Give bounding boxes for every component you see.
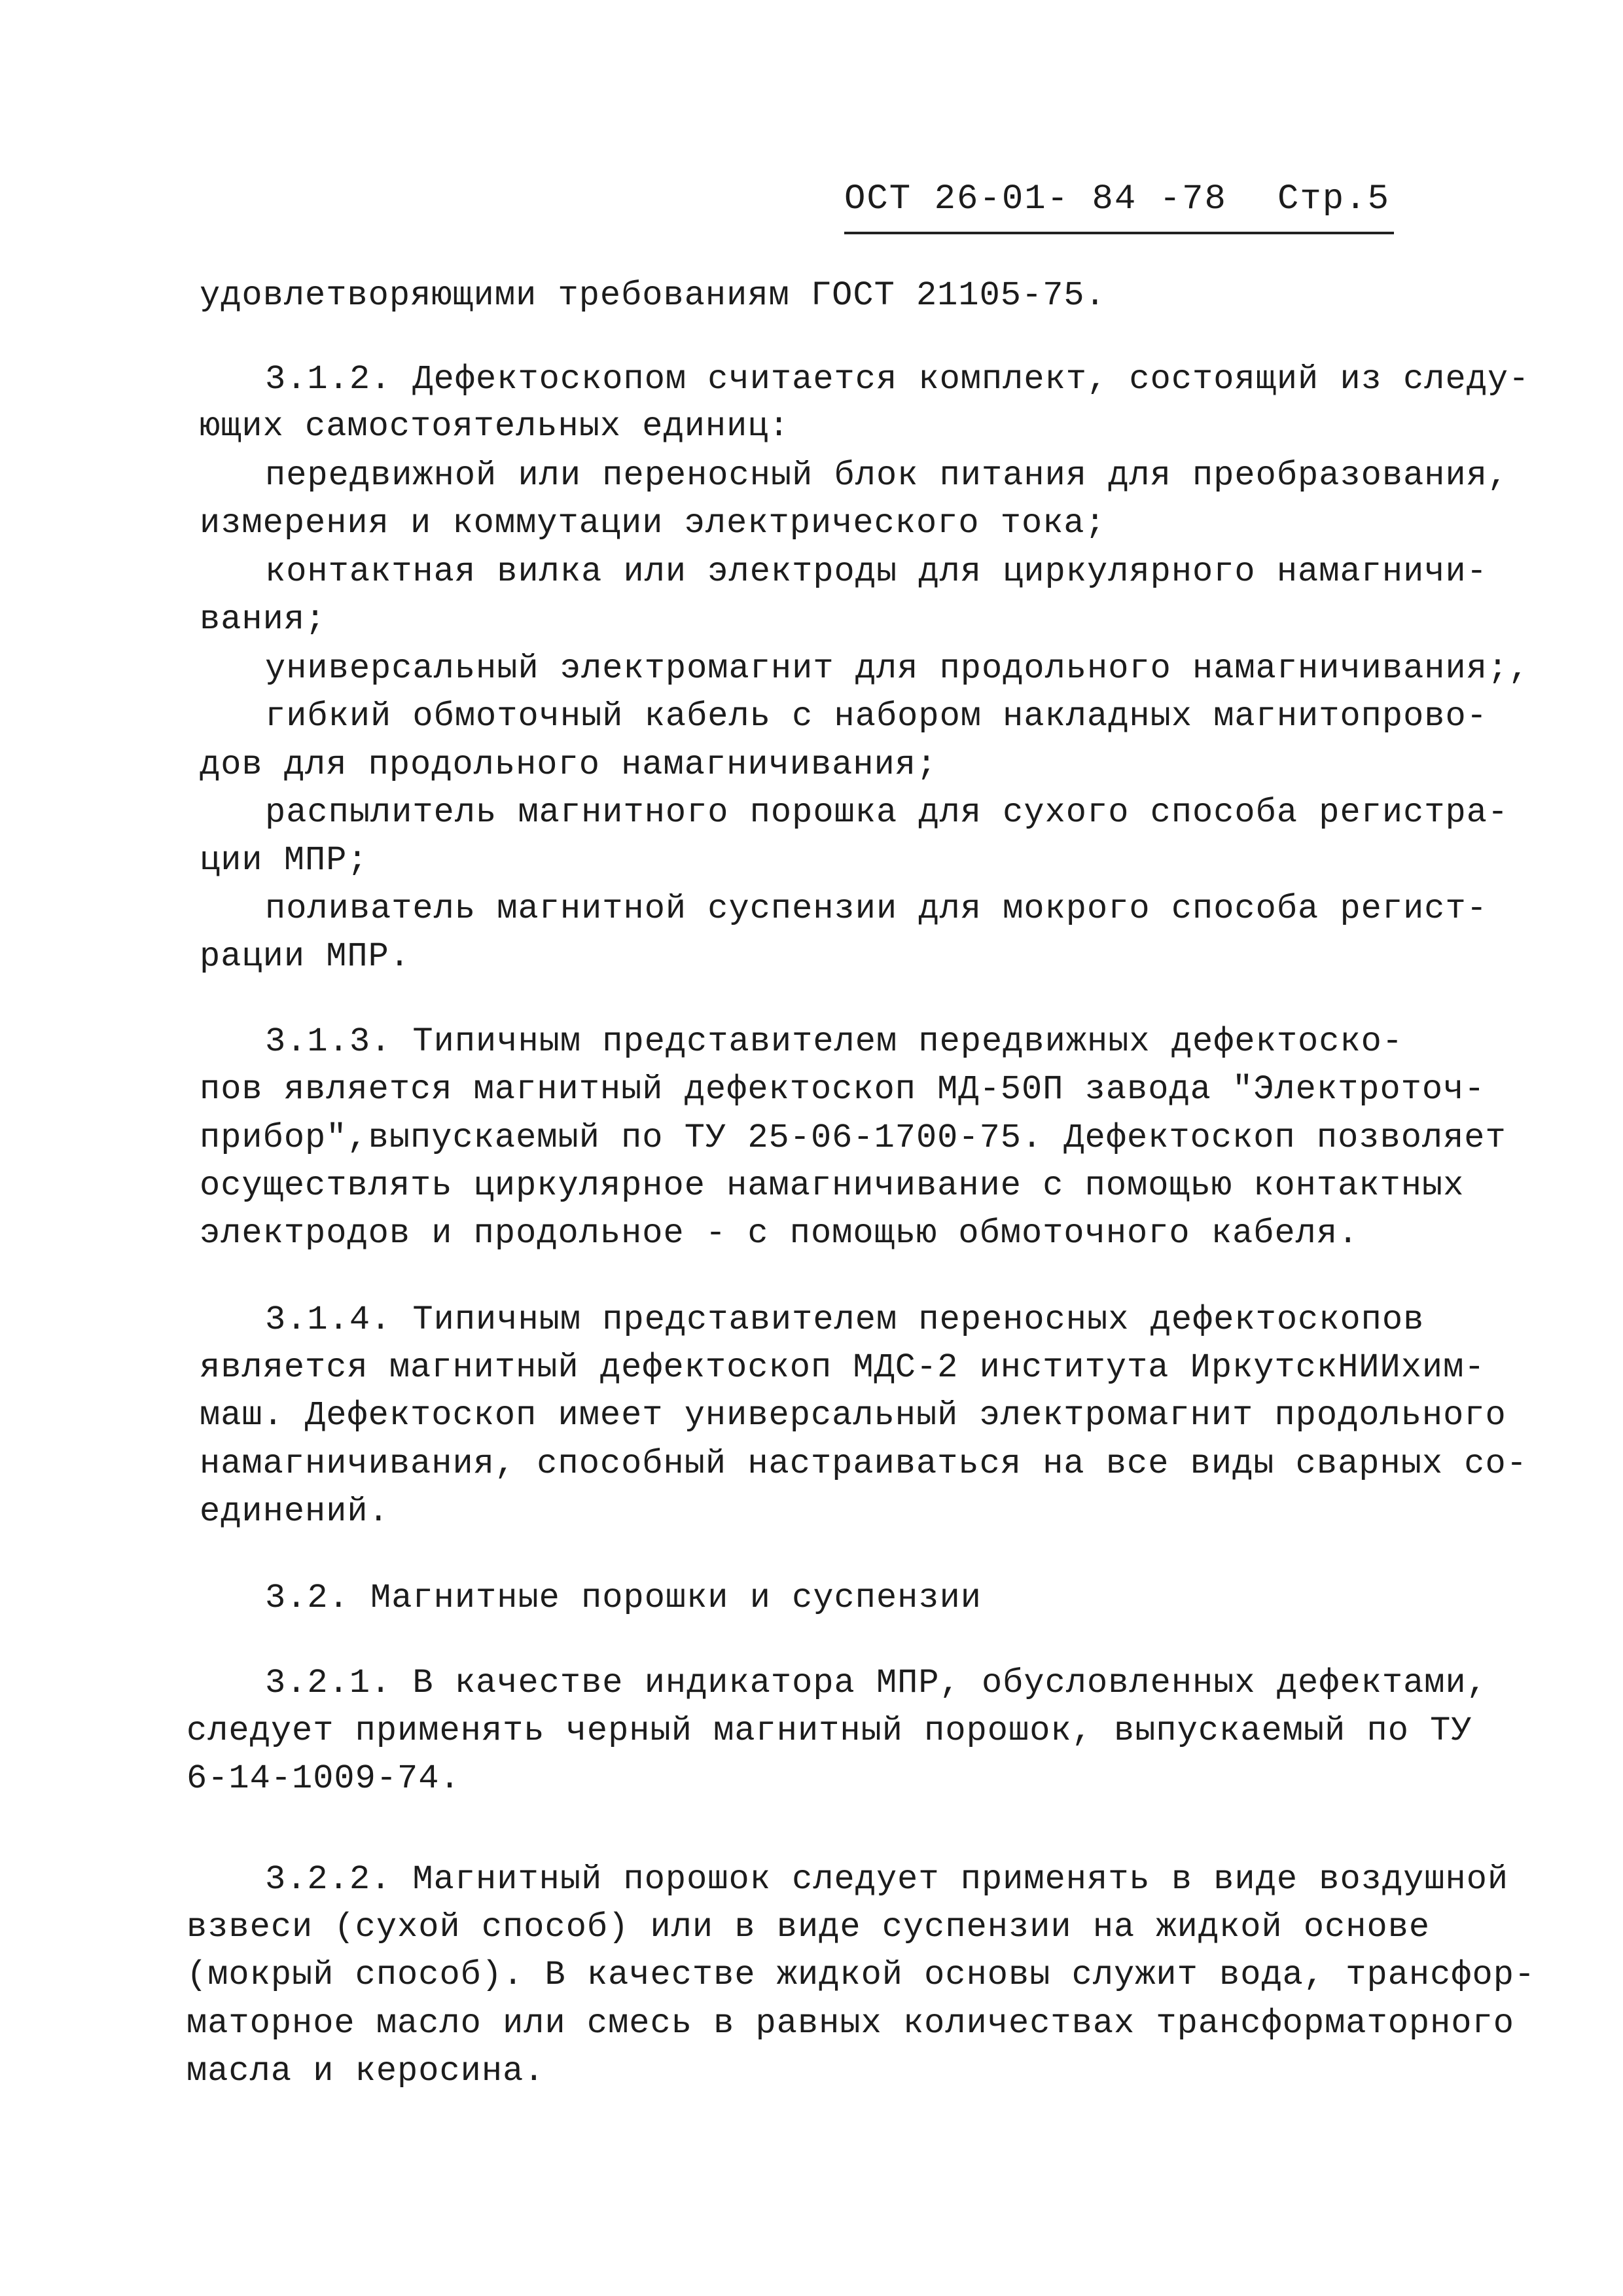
text-line: осуществлять циркулярное намагничивание с помощью контактных xyxy=(200,1166,1465,1205)
text-line: масла и керосина. xyxy=(187,2052,545,2090)
text-line: прибор",выпускаемый по ТУ 25-06-1700-75. Дефектоскоп позволяет xyxy=(200,1119,1507,1157)
section-heading: 3.2. Магнитные порошки и суспензии xyxy=(265,1579,982,1617)
text-line: ющих самостоятельных единиц: xyxy=(200,407,790,446)
text-line: (мокрый способ). В качестве жидкой основы служит вода, трансфор- xyxy=(187,1956,1536,1994)
text-line: измерения и коммутации электрического тока; xyxy=(200,504,1106,543)
text-line: намагничивания, способный настраиваться на все виды сварных со- xyxy=(200,1444,1527,1483)
text-line: универсальный электромагнит для продольного намагничивания;, xyxy=(265,649,1530,688)
text-line: 3.2.1. В качестве индикатора МПР, обусловленных дефектами, xyxy=(265,1664,1488,1702)
text-line: гибкий обмоточный кабель с набором накладных магнитопрово- xyxy=(265,697,1488,736)
page-header xyxy=(844,177,1394,234)
text-line: распылитель магнитного порошка для сухого способа регистра- xyxy=(265,793,1509,832)
text-line: дов для продольного намагничивания; xyxy=(200,745,938,784)
text-line: электродов и продольное - с помощью обмоточного кабеля. xyxy=(200,1214,1359,1253)
text-line: поливатель магнитной суспензии для мокрого способа регист- xyxy=(265,889,1488,928)
text-line: 6-14-1009-74. xyxy=(187,1759,461,1798)
text-line: является магнитный дефектоскоп МДС-2 института ИркутскНИИхим- xyxy=(200,1348,1486,1387)
text-line: маш. Дефектоскоп имеет универсальный электромагнит продольного xyxy=(200,1396,1507,1435)
text-line: маторное масло или смесь в равных количествах трансформаторного xyxy=(187,2004,1514,2043)
text-line: 3.1.2. Дефектоскопом считается комплект, состоящий из следу- xyxy=(265,360,1530,399)
page-number: Стр.5 xyxy=(1277,179,1390,219)
text-line: передвижной или переносный блок питания для преобразования, xyxy=(265,456,1509,495)
text-line: рации МПР. xyxy=(200,937,411,976)
text-line: 3.1.4. Типичным представителем переносных дефектоскопов xyxy=(265,1300,1425,1339)
text-line: 3.1.3. Типичным представителем передвижных дефектоско- xyxy=(265,1022,1404,1061)
text-line: следует применять черный магнитный порошок, выпускаемый по ТУ xyxy=(187,1712,1472,1750)
text-line: взвеси (сухой способ) или в виде суспензии на жидкой основе xyxy=(187,1908,1431,1946)
text-line: единений. xyxy=(200,1492,389,1531)
text-line: вания; xyxy=(200,600,327,639)
text-line: удовлетворяющими требованиям ГОСТ 21105-75. xyxy=(200,276,1106,315)
text-line: контактная вилка или электроды для циркулярного намагничи- xyxy=(265,552,1488,591)
standard-code: ОСТ 26-01- 84 -78 xyxy=(844,179,1227,219)
text-line: 3.2.2. Магнитный порошок следует применять в виде воздушной xyxy=(265,1860,1509,1899)
text-line: ции МПР; xyxy=(200,841,368,880)
text-line: пов является магнитный дефектоскоп МД-50П завода "Электроточ- xyxy=(200,1070,1486,1109)
